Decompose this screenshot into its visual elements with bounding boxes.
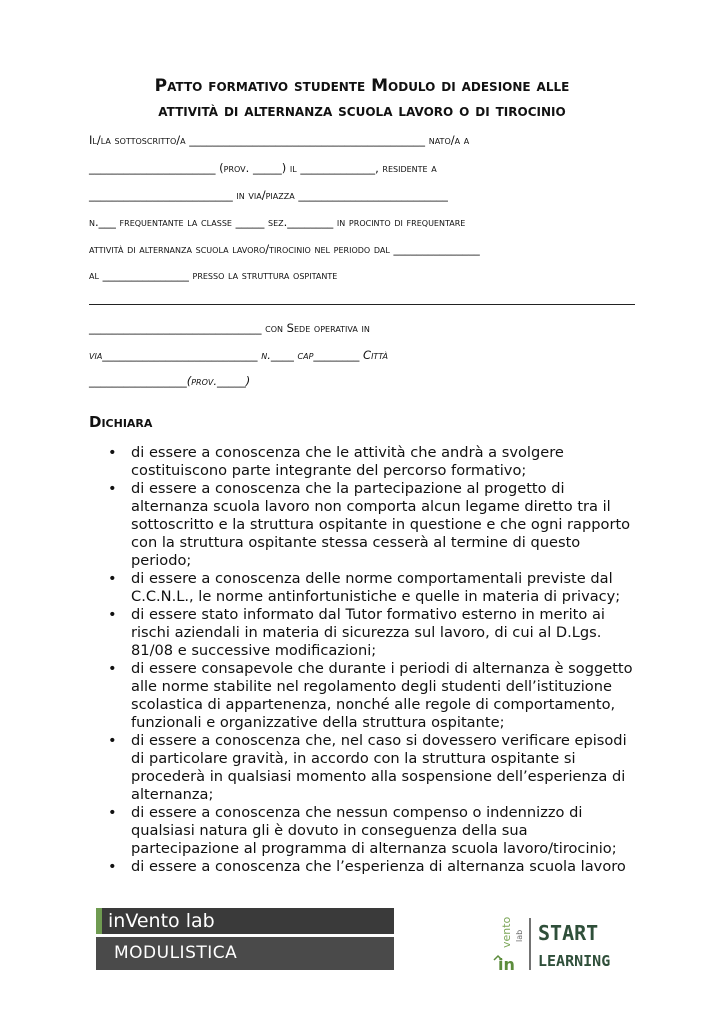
bullet-icon: • (108, 804, 117, 821)
brand-label: inVento lab (96, 908, 394, 934)
declaration-item (108, 732, 648, 804)
declaration-item (108, 660, 648, 732)
declaration-item (108, 804, 648, 858)
declaration-item (108, 570, 648, 606)
declaration-item (108, 480, 648, 570)
declaration-line: alle norme stabilite nel regolamento degli studenti dell’istituzione (131, 678, 612, 695)
declaration-line: di essere a conoscenza che le attività che andrà a svolgere (131, 444, 564, 461)
declaration-line: sottoscritto e la struttura ospitante in questione e che ogni rapporto (131, 516, 631, 533)
declaration-line: di essere a conoscenza che l’esperienza di alternanza scuola lavoro (131, 858, 626, 875)
declaration-line: rischi aziendali in materia di sicurezza sul lavoro, di cui al D.Lgs. (131, 624, 602, 641)
declaration-line: di essere a conoscenza che, nel caso si dovessero verificare episodi (131, 732, 627, 749)
declaration-line: di essere a conoscenza che la partecipazione al progetto di (131, 480, 565, 497)
logo-vento-text: vento (500, 916, 513, 948)
declaration-line: scolastica di appartenenza, nonché alle regole di comportamento, (131, 696, 616, 713)
declaration-item (108, 444, 648, 480)
start-learning-logo (488, 912, 638, 974)
bullet-icon: • (108, 570, 117, 587)
declaration-line: procederà in qualsiasi momento alla sospensione dell’esperienza di (131, 768, 626, 785)
form-line-birth[interactable]: ______________________ (prov. _____) il _____________, residente a (89, 161, 437, 175)
declaration-line: funzionali e organizzative della struttura ospitante; (131, 714, 505, 731)
declaration-line: alternanza scuola lavoro non comporta alcun legame diretto tra il (131, 498, 611, 515)
form-line-street[interactable]: via___________________________ n.____ cap________ Città (89, 348, 388, 362)
declaration-line: C.C.N.L., le norme antinfortunistiche e quelle in materia di privacy; (131, 588, 621, 605)
host-name-line[interactable] (89, 304, 635, 305)
declaration-line: costituiscono parte integrante del percorso formativo; (131, 462, 527, 479)
form-line-name[interactable]: Il/la sottoscritto/a _________________________________________ nato/a a (89, 133, 470, 147)
title-line-1: Patto formativo studente Modulo di adesione alle (154, 76, 570, 96)
logo-learning-text: LEARNING (538, 952, 611, 970)
declaration-line: qualsiasi natura gli è dovuto in conseguenza della sua (131, 822, 528, 839)
declaration-line: di essere a conoscenza che nessun compenso o indennizzo di (131, 804, 583, 821)
declaration-line: periodo; (131, 552, 192, 569)
declaration-line: di essere a conoscenza delle norme comportamentali previste dal (131, 570, 613, 587)
form-line-class[interactable]: n.___ frequentante la classe _____ sez.________ in procinto di frequentare (89, 215, 466, 229)
bullet-icon: • (108, 480, 117, 497)
logo-lab-text: lab (515, 929, 524, 942)
form-line-address[interactable]: _________________________ in via/piazza __________________________ (89, 188, 448, 202)
declaration-line: di particolare gravità, in accordo con la struttura ospitante si (131, 750, 576, 767)
form-line-host[interactable]: al _______________ presso la struttura ospitante (89, 268, 338, 282)
section-label: MODULISTICA (96, 937, 394, 970)
declares-heading: Dichiara (89, 413, 153, 431)
declaration-line: con la struttura ospitante stessa cesserà al termine di questo (131, 534, 581, 551)
declaration-item (108, 606, 648, 660)
bullet-icon: • (108, 444, 117, 461)
title-line-2: attività di alternanza scuola lavoro o di tirocinio (158, 101, 566, 121)
bullet-icon: • (108, 606, 117, 623)
bullet-icon: • (108, 732, 117, 749)
bullet-icon: • (108, 660, 117, 677)
declaration-item (108, 858, 648, 876)
declaration-line: di essere consapevole che durante i periodi di alternanza è soggetto (131, 660, 633, 677)
footer-brand (96, 908, 394, 970)
declaration-line: alternanza; (131, 786, 214, 803)
declaration-line: di essere stato informato dal Tutor formativo esterno in merito ai (131, 606, 605, 623)
form-line-province[interactable]: _________________(prov._____) (89, 374, 251, 388)
logo-in-text: in (498, 955, 515, 974)
declaration-line: 81/08 e successive modificazioni; (131, 642, 377, 659)
bullet-icon: • (108, 858, 117, 875)
form-line-period[interactable]: attività di alternanza scuola lavoro/tirocinio nel periodo dal _______________ (89, 242, 480, 256)
logo-start-text: START (538, 921, 599, 945)
document-title (0, 74, 724, 124)
form-line-operative-seat[interactable]: ______________________________ con Sede operativa in (89, 321, 370, 335)
declarations-list (108, 444, 648, 876)
declaration-line: partecipazione al programma di alternanza scuola lavoro/tirocinio; (131, 840, 617, 857)
